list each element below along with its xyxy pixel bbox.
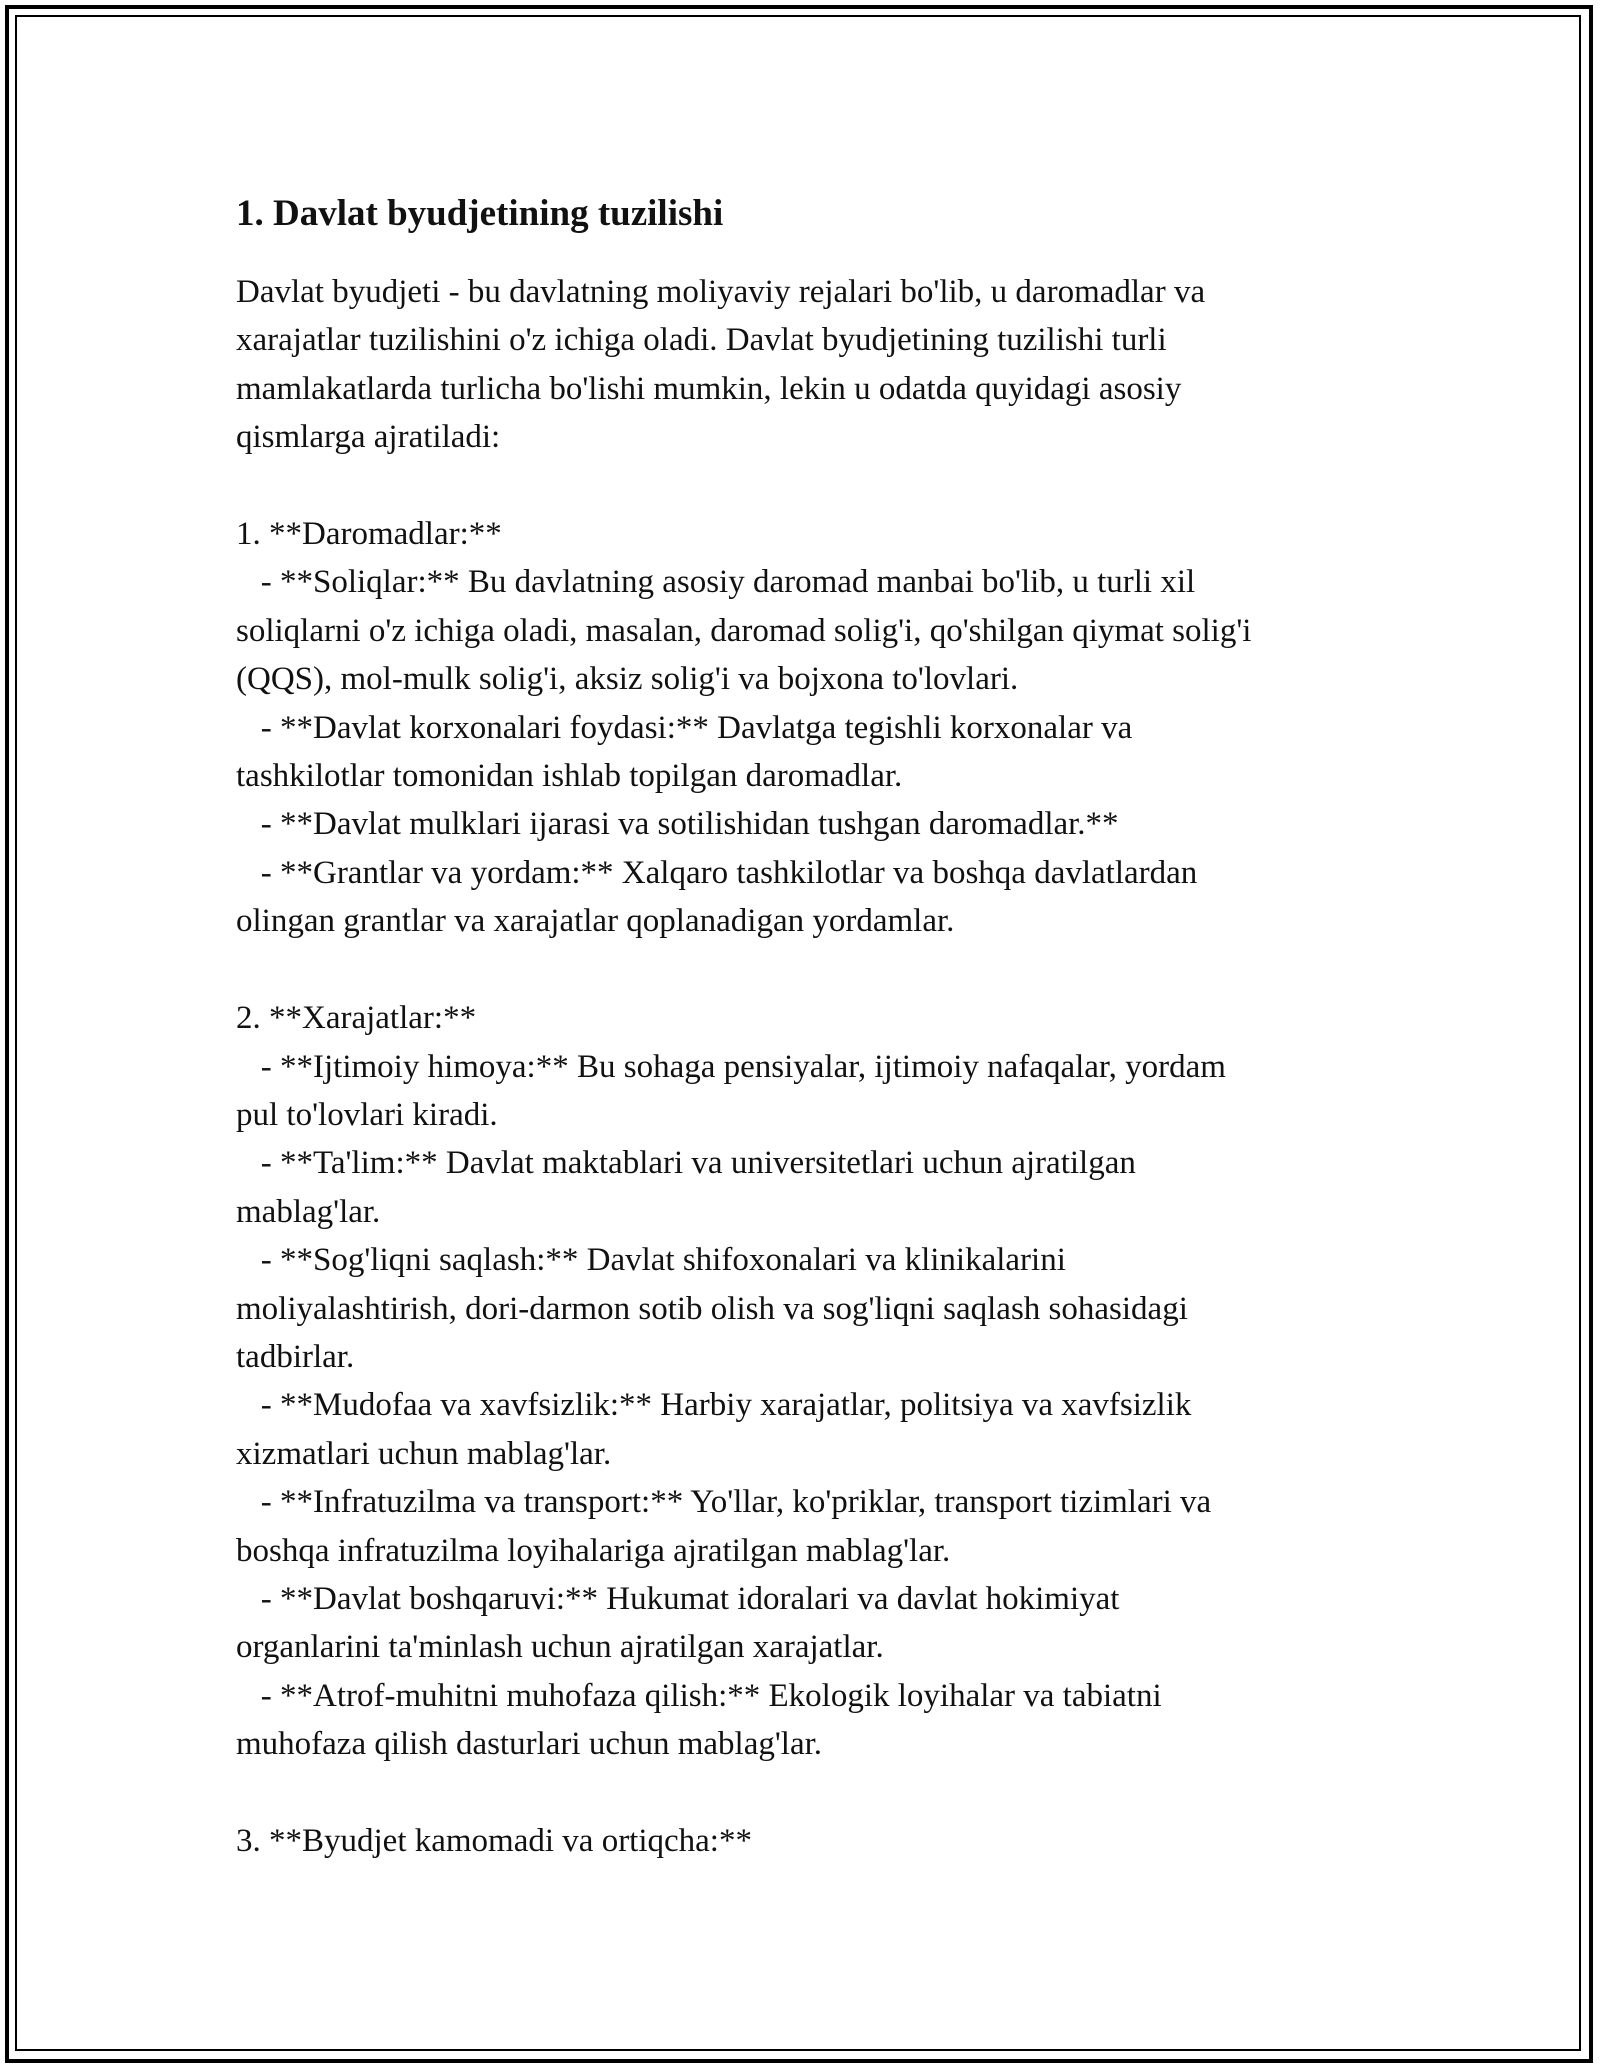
document-body: Davlat byudjeti - bu davlatning moliyaviy rejalari bo'lib, u daromadlar va xarajatlar tuzilishini o'z ichiga oladi. Davlat byudjetining tuzilishi turli mamlakatlarda turlicha bo'lishi mumkin, lekin u odatda quyidagi asosiy qismlarga ajratiladi: 1. **Daromadlar:** - **Soliqlar:** Bu davlatning asosiy daromad manbai bo'lib, u turli xil soliqlarni o'z ichiga oladi, masalan, daromad solig'i, qo'shilgan qiymat solig'i (QQS), mol-mulk solig'i, aksiz solig'i va bojxona to'lovlari. - **Davlat korxonalari foydasi:** Davlatga tegishli korxonalar va tashkilotlar tomonidan ishlab topilgan daromadlar. - **Davlat mulklari ijarasi va sotilishidan tushgan daromadlar.** - **Grantlar va yordam:** Xalqaro tashkilotlar va boshqa davlatlardan olingan grantlar va xarajatlar qoplanadigan yordamlar. 2. **Xarajatlar:** - **Ijtimoiy himoya:** Bu sohaga pensiyalar, ijtimoiy nafaqalar, yordam pul to'lovlari kiradi. - **Ta'lim:** Davlat maktablari va universitetlari uchun ajratilgan mablag'lar. - **Sog'liqni saqlash:** Davlat shifoxonalari va klinikalarini moliyalashtirish, dori-darmon sotib olish va sog'liqni saqlash sohasidagi tadbirlar. - **Mudofaa va xavfsizlik:** Harbiy xarajatlar, politsiya va xavfsizlik xizmatlari uchun mablag'lar. - **Infratuzilma va transport:** Yo'llar, ko'priklar, transport tizimlari va boshqa infratuzilma loyihalariga ajratilgan mablag'lar. - **Davlat boshqaruvi:** Hukumat idoralari va davlat hokimiyat organlarini ta'minlash uchun ajratilgan xarajatlar. - **Atrof-muhitni muhofaza qilish:** Ekologik loyihalar va tabiatni muhofaza qilish dasturlari uchun mablag'lar. 3. **Byudjet kamomadi va ortiqcha:** [236,274,1252,1859]
document-title: 1. Davlat byudjetining tuzilishi [236,193,724,234]
document-page [236,186,1376,1865]
